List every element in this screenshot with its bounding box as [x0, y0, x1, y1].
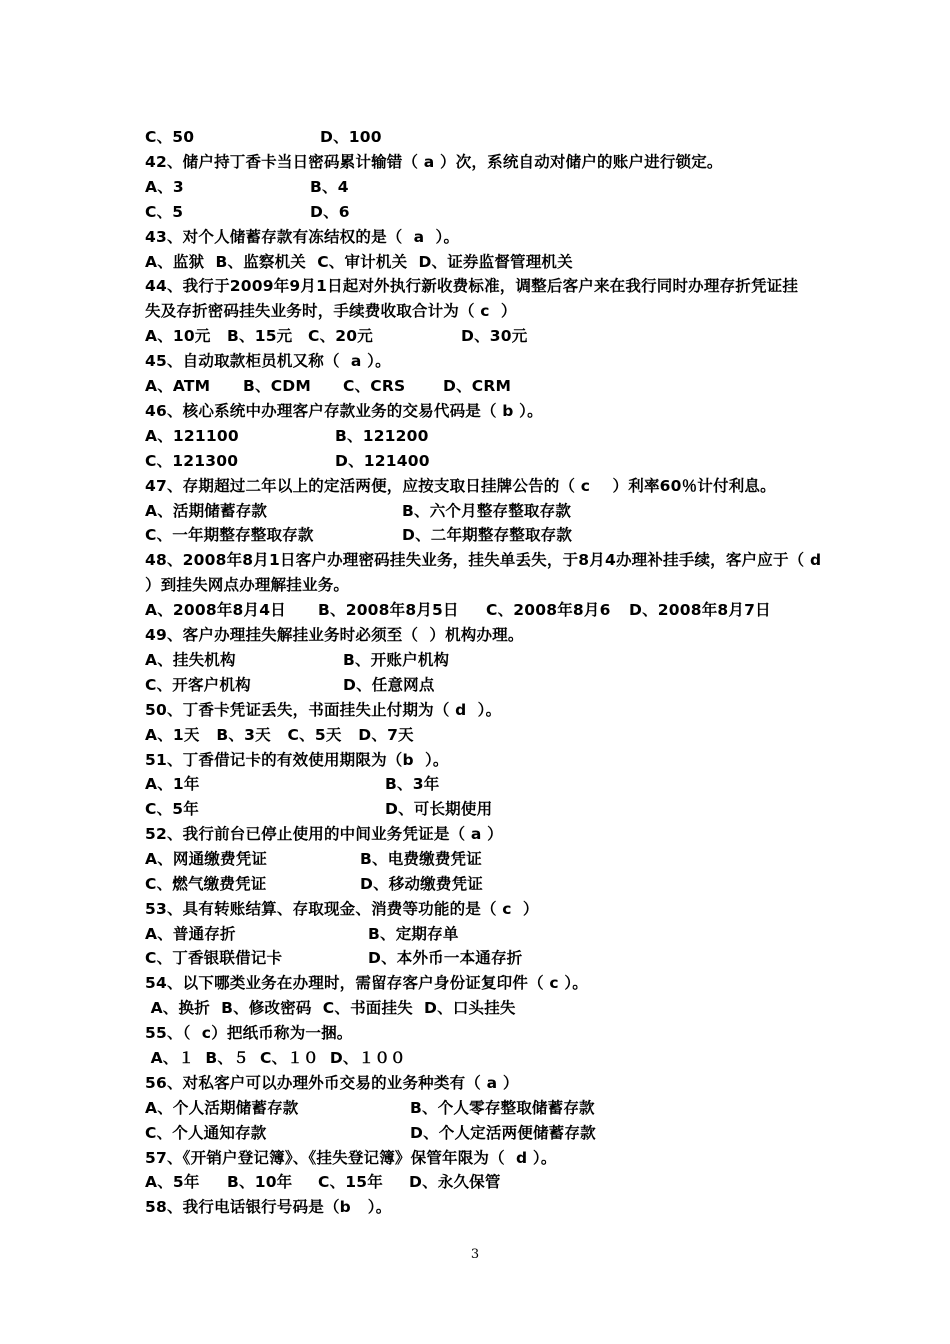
option-text: D、6 [310, 203, 350, 221]
option-text: A、5年 [145, 1173, 200, 1191]
option-text: B、定期存单 [368, 925, 459, 943]
text-line: 46、核心系统中办理客户存款业务的交易代码是（ b ）。 [145, 402, 543, 420]
option-text: C、丁香银联借记卡 [145, 949, 283, 967]
option-text: D、CRM [443, 377, 512, 395]
text-line: 42、储户持丁香卡当日密码累计输错（ a ）次，系统自动对储户的账户进行锁定。 [145, 153, 723, 171]
option-text: A、10元 [145, 327, 211, 345]
option-text: A、网通缴费凭证 [145, 850, 268, 868]
option-text: A、1年 [145, 775, 200, 793]
option-text: A、个人活期储蓄存款 [145, 1099, 299, 1117]
option-text: D、永久保管 [409, 1173, 501, 1191]
option-text: C、5 [145, 203, 184, 221]
option-text: B、电费缴费凭证 [360, 850, 482, 868]
option-text: A、活期储蓄存款 [145, 502, 268, 520]
page-number: 3 [470, 1247, 480, 1262]
option-text: C、2008年8月6 [486, 601, 611, 619]
option-text: B、开账户机构 [343, 651, 450, 669]
text-line: 49、客户办理挂失解挂业务时必须至（ ）机构办理。 [145, 626, 524, 644]
option-text: C、121300 [145, 452, 239, 470]
text-line: 55、（ c）把纸币称为一捆。 [145, 1024, 353, 1042]
text-line: 48、2008年8月1日客户办理密码挂失业务，挂失单丢失，于8月4办理补挂手续，客户应于（ d [145, 551, 822, 569]
option-text: D、任意网点 [343, 676, 435, 694]
text-line: 54、以下哪类业务在办理时，需留存客户身份证复印件（ c ）。 [145, 974, 589, 992]
option-text: A、121100 [145, 427, 239, 445]
option-text: A、挂失机构 [145, 651, 236, 669]
option-text: A、ATM [145, 377, 211, 395]
text-line: A、1天 B、3天 C、5天 D、7天 [145, 726, 414, 744]
text-line: 52、我行前台已停止使用的中间业务凭证是（ a ） [145, 825, 503, 843]
text-line: A、１ B、５ C、１０ D、１００ [145, 1049, 406, 1067]
option-text: B、3年 [385, 775, 440, 793]
option-text: D、二年期整存整取存款 [402, 526, 573, 544]
option-text: C、CRS [343, 377, 406, 395]
option-text: C、50 [145, 128, 195, 146]
text-line: 45、自动取款柜员机又称（ a ）。 [145, 352, 391, 370]
option-text: B、10年 [227, 1173, 293, 1191]
option-text: C、个人通知存款 [145, 1124, 267, 1142]
text-line: 失及存折密码挂失业务时，手续费收取合计为（ c ） [145, 302, 517, 320]
option-text: D、100 [320, 128, 382, 146]
option-text: C、5年 [145, 800, 199, 818]
option-text: B、CDM [243, 377, 311, 395]
option-text: B、121200 [335, 427, 429, 445]
text-line: 57、《开销户登记簿》、《挂失登记簿》保管年限为（ d ）。 [145, 1149, 557, 1167]
text-line: 53、具有转账结算、存取现金、消费等功能的是（ c ） [145, 900, 539, 918]
text-line: 47、存期超过二年以上的定活两便，应按支取日挂牌公告的（ c ）利率60％计付利息。 [145, 477, 776, 495]
text-line: 56、对私客户可以办理外币交易的业务种类有（ a ） [145, 1074, 519, 1092]
option-text: C、一年期整存整取存款 [145, 526, 314, 544]
option-text: D、移动缴费凭证 [360, 875, 483, 893]
option-text: A、2008年8月4日 [145, 601, 286, 619]
option-text: D、个人定活两便储蓄存款 [410, 1124, 596, 1142]
text-line: 44、我行于2009年9月1日起对外执行新收费标准，调整后客户来在我行同时办理存折凭证挂 [145, 277, 799, 295]
option-text: D、121400 [335, 452, 430, 470]
option-text: C、燃气缴费凭证 [145, 875, 267, 893]
option-text: A、3 [145, 178, 184, 196]
option-text: C、15年 [318, 1173, 383, 1191]
text-line: A、换折 B、修改密码 C、书面挂失 D、口头挂失 [145, 999, 516, 1017]
option-text: D、本外币一本通存折 [368, 949, 523, 967]
option-text: A、普通存折 [145, 925, 236, 943]
option-text: B、个人零存整取储蓄存款 [410, 1099, 595, 1117]
text-line: ）到挂失网点办理解挂业务。 [145, 576, 350, 594]
option-text: B、2008年8月5日 [318, 601, 459, 619]
text-line: 58、我行电话银行号码是（b ）。 [145, 1198, 392, 1216]
text-line: 51、丁香借记卡的有效使用期限为（b ）。 [145, 751, 449, 769]
text-line: 43、对个人储蓄存款有冻结权的是（ a ）。 [145, 228, 460, 246]
option-text: D、可长期使用 [385, 800, 493, 818]
text-line: A、监狱 B、监察机关 C、审计机关 D、证券监督管理机关 [145, 253, 573, 271]
option-text: B、15元 [227, 327, 293, 345]
text-line: 50、丁香卡凭证丢失，书面挂失止付期为（ d ）。 [145, 701, 502, 719]
option-text: C、开客户机构 [145, 676, 251, 694]
option-text: B、4 [310, 178, 349, 196]
option-text: D、30元 [461, 327, 528, 345]
option-text: C、20元 [308, 327, 373, 345]
option-text: D、2008年8月7日 [629, 601, 771, 619]
option-text: B、六个月整存整取存款 [402, 502, 572, 520]
